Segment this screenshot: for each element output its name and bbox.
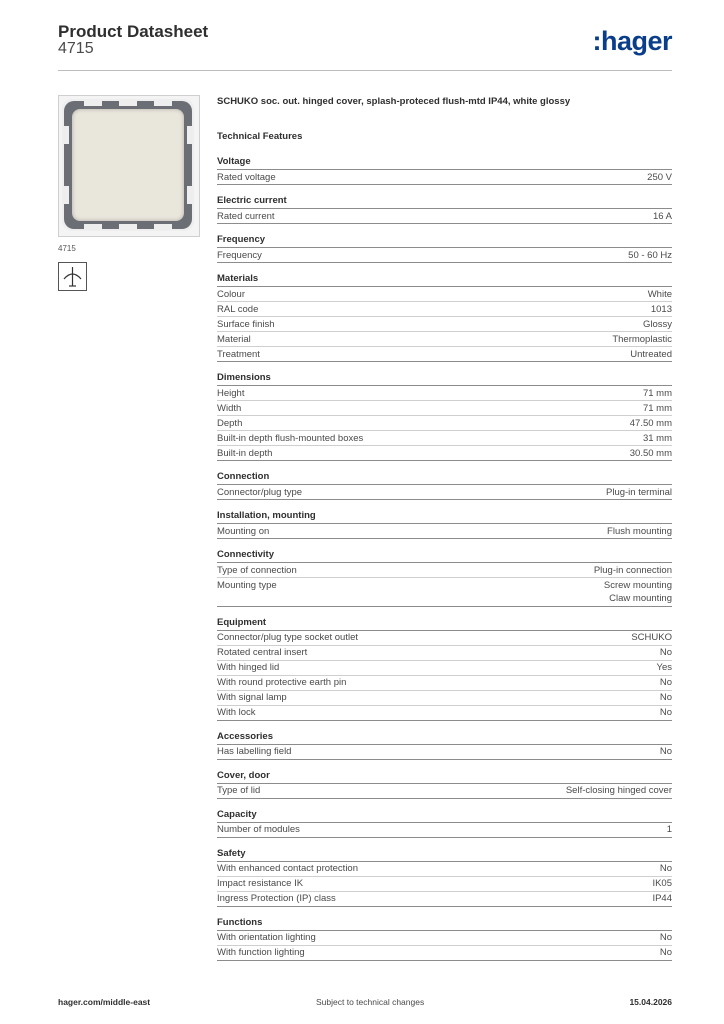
spec-row — [217, 446, 672, 461]
feature-group — [217, 731, 672, 760]
spec-label: Frequency — [217, 249, 262, 261]
features-title: Technical Features — [217, 131, 303, 142]
spec-row — [217, 347, 672, 362]
spec-value: No — [659, 932, 672, 943]
group-title: Installation, mounting — [217, 510, 672, 524]
product-number: 4715 — [58, 40, 94, 57]
spec-label: With function lighting — [217, 947, 305, 958]
spec-value: Yes — [656, 662, 672, 673]
spec-label: RAL code — [217, 303, 259, 315]
spec-value: Glossy — [642, 318, 672, 330]
spec-label: With round protective earth pin — [217, 677, 347, 688]
spec-label: Type of connection — [217, 564, 297, 576]
hager-logo: :hager — [592, 26, 672, 56]
spec-label: With lock — [217, 707, 256, 718]
group-title: Dimensions — [217, 372, 672, 386]
spec-row — [217, 823, 672, 838]
spec-row — [217, 892, 672, 907]
feature-group — [217, 549, 672, 607]
spec-value: 1013 — [650, 303, 672, 315]
datasheet-content — [217, 95, 672, 971]
feature-group — [217, 234, 672, 263]
footer-website[interactable]: hager.com/middle-east — [58, 997, 151, 1007]
group-title: Connection — [217, 471, 672, 485]
feature-group — [217, 809, 672, 838]
spec-value: 250 V — [647, 171, 672, 183]
group-title: Safety — [217, 848, 672, 862]
spec-row — [217, 877, 672, 892]
spec-row — [217, 287, 672, 302]
feature-group — [217, 917, 672, 961]
spec-label: Number of modules — [217, 824, 300, 835]
spec-row — [217, 563, 672, 578]
spec-label: Connector/plug type socket outlet — [217, 632, 359, 643]
spec-label: Has labelling field — [217, 746, 292, 757]
spec-value: Flush mounting — [607, 525, 672, 537]
spec-value: White — [647, 288, 672, 300]
spec-row — [217, 646, 672, 661]
spec-label: Connector/plug type — [217, 486, 303, 498]
spec-label: Rated current — [217, 210, 275, 222]
spec-value: No — [659, 677, 672, 688]
spec-label: With signal lamp — [217, 692, 287, 703]
group-title: Connectivity — [217, 549, 672, 563]
spec-value: 50 - 60 Hz — [628, 249, 672, 261]
spec-row — [217, 691, 672, 706]
spec-row — [217, 332, 672, 347]
spec-value: 30.50 mm — [629, 447, 672, 459]
spec-row — [217, 317, 672, 332]
spec-value: Plug-in terminal — [606, 486, 672, 498]
spec-row — [217, 578, 672, 607]
spec-label: With hinged lid — [217, 662, 280, 673]
spec-value: IP44 — [652, 893, 672, 904]
logo-text: hager — [600, 26, 672, 56]
spec-row — [217, 931, 672, 946]
spec-value: No — [659, 692, 672, 703]
group-title: Accessories — [217, 731, 672, 745]
spec-value: 31 mm — [642, 432, 672, 444]
group-title: Voltage — [217, 156, 672, 170]
spec-value: Screw mounting Claw mounting — [603, 579, 672, 604]
footer-notice: Subject to technical changes — [316, 997, 425, 1007]
group-title: Frequency — [217, 234, 672, 248]
spec-label: With orientation lighting — [217, 932, 316, 943]
spec-row — [217, 706, 672, 721]
group-title: Materials — [217, 273, 672, 287]
spec-value: No — [659, 947, 672, 958]
spec-value: Plug-in connection — [593, 564, 672, 576]
spec-label: Height — [217, 387, 245, 399]
spec-value: No — [659, 746, 672, 757]
spec-row — [217, 946, 672, 961]
spec-row — [217, 524, 672, 539]
spec-label: Depth — [217, 417, 243, 429]
spec-label: Width — [217, 402, 242, 414]
spec-label: Surface finish — [217, 318, 275, 330]
feature-group — [217, 372, 672, 461]
feature-group — [217, 770, 672, 799]
spec-value: IK05 — [652, 878, 672, 889]
spec-label: Mounting on — [217, 525, 270, 537]
group-title: Equipment — [217, 617, 672, 631]
spec-value: Untreated — [630, 348, 672, 360]
spec-value: Thermoplastic — [612, 333, 672, 345]
spec-label: Material — [217, 333, 251, 345]
spec-value: No — [659, 863, 672, 874]
spec-label: Ingress Protection (IP) class — [217, 893, 336, 904]
spec-label: Built-in depth — [217, 447, 273, 459]
spec-row — [217, 862, 672, 877]
spec-value: No — [659, 647, 672, 658]
page-title: Product Datasheet — [58, 22, 209, 41]
spec-value: 1 — [666, 824, 672, 835]
spec-row — [217, 416, 672, 431]
feature-group — [217, 848, 672, 907]
feature-group — [217, 273, 672, 362]
spec-row — [217, 170, 672, 185]
spec-row — [217, 676, 672, 691]
feature-group — [217, 156, 672, 185]
spec-value: 47.50 mm — [629, 417, 672, 429]
socket-cover — [72, 109, 184, 221]
spec-value: No — [659, 707, 672, 718]
spec-row — [217, 661, 672, 676]
product-image — [58, 95, 200, 237]
spec-value: 16 A — [652, 210, 672, 222]
spec-row — [217, 784, 672, 799]
feature-group — [217, 510, 672, 539]
spec-value: 71 mm — [642, 387, 672, 399]
spec-label: Colour — [217, 288, 245, 300]
spec-row — [217, 209, 672, 224]
spec-label: Rated voltage — [217, 171, 276, 183]
feature-groups — [217, 156, 672, 961]
socket-symbol-icon — [58, 262, 87, 291]
page-header — [58, 22, 672, 71]
image-caption: 4715 — [58, 244, 76, 253]
spec-label: Rotated central insert — [217, 647, 308, 658]
product-description: SCHUKO soc. out. hinged cover, splash-proteced flush-mtd IP44, white glossy — [217, 96, 571, 107]
feature-group — [217, 195, 672, 224]
feature-group — [217, 617, 672, 721]
page-footer — [58, 997, 672, 1009]
spec-label: Mounting type — [217, 579, 277, 591]
spec-label: Impact resistance IK — [217, 878, 304, 889]
group-title: Capacity — [217, 809, 672, 823]
spec-label: Treatment — [217, 348, 260, 360]
spec-label: Built-in depth flush-mounted boxes — [217, 432, 364, 444]
feature-group — [217, 471, 672, 500]
group-title: Electric current — [217, 195, 672, 209]
group-title: Functions — [217, 917, 672, 931]
footer-date: 15.04.2026 — [629, 997, 672, 1007]
spec-row — [217, 401, 672, 416]
spec-row — [217, 386, 672, 401]
spec-row — [217, 631, 672, 646]
spec-row — [217, 302, 672, 317]
spec-row — [217, 431, 672, 446]
spec-row — [217, 248, 672, 263]
group-title: Cover, door — [217, 770, 672, 784]
spec-label: With enhanced contact protection — [217, 863, 359, 874]
spec-value: Self-closing hinged cover — [565, 785, 672, 796]
spec-value: SCHUKO — [631, 632, 672, 643]
spec-value: 71 mm — [642, 402, 672, 414]
spec-row — [217, 485, 672, 500]
spec-label: Type of lid — [217, 785, 261, 796]
spec-row — [217, 745, 672, 760]
